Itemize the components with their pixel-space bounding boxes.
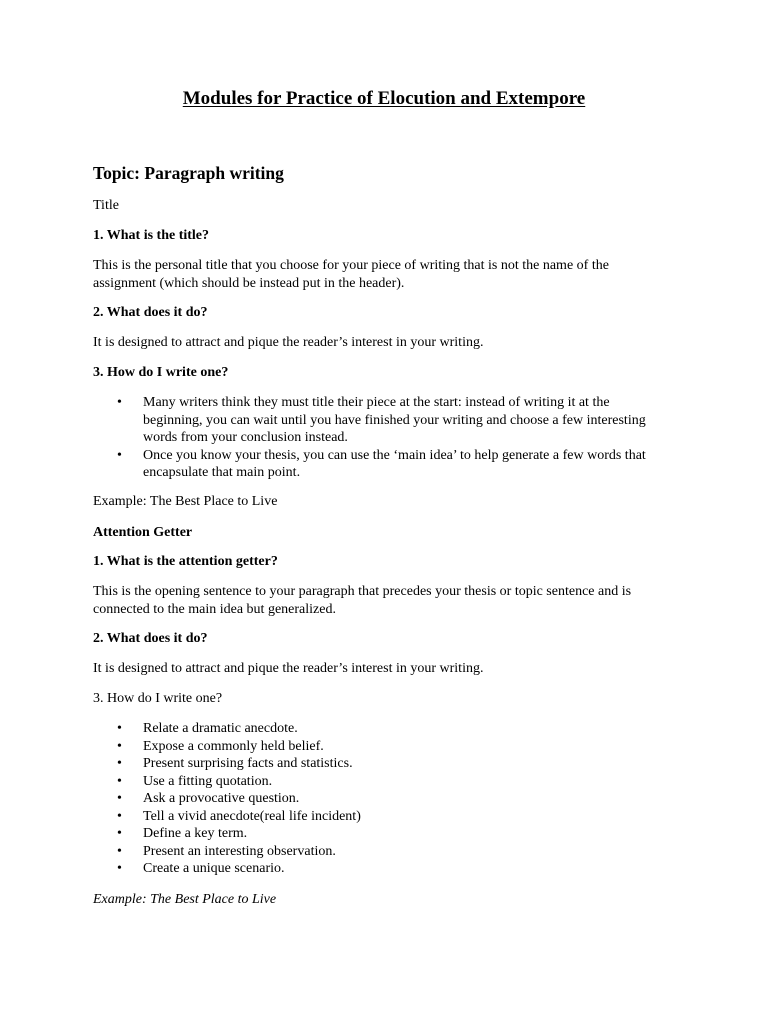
list-item [117, 447, 646, 482]
list-item [117, 825, 361, 843]
list-item-text: Expose a commonly held belief. [143, 738, 324, 754]
list-item-text: Tell a vivid anecdote(real life incident) [143, 808, 361, 824]
question-what-does-it-do: 2. What does it do? [93, 305, 208, 320]
list-item-line: Many writers think they must title their piece at the start: instead of writing it at the [143, 395, 610, 410]
section-heading-attention-getter: Attention Getter [93, 525, 193, 540]
question-what-is-title: 1. What is the title? [93, 228, 210, 243]
bullet-icon: • [117, 861, 122, 876]
list-item [117, 738, 361, 756]
list-item [117, 773, 361, 791]
title-tips-list [117, 394, 646, 482]
bullet-icon: • [117, 773, 122, 789]
list-item-text: Ask a provocative question. [143, 791, 300, 806]
answer-what-does-it-do: It is designed to attract and pique the reader’s interest in your writing. [93, 335, 484, 350]
answer-title-line-1: This is the personal title that you choose for your piece of writing that is not the name of the [93, 258, 609, 273]
section-label-title: Title [93, 198, 119, 213]
bullet-icon: • [117, 808, 122, 824]
question-what-does-it-do-2: 2. What does it do? [93, 631, 208, 646]
list-item [117, 843, 361, 861]
list-item [117, 790, 361, 808]
list-item-text: Create a unique scenario. [143, 861, 285, 876]
list-item-line: Once you know your thesis, you can use the ‘main idea’ to help generate a few words that [143, 447, 646, 463]
bullet-icon: • [117, 756, 122, 771]
bullet-icon: • [117, 843, 122, 859]
list-item-text: Present surprising facts and statistics. [143, 756, 353, 771]
list-item [117, 755, 361, 773]
list-item-text: Define a key term. [143, 826, 248, 841]
question-what-is-attention-getter: 1. What is the attention getter? [93, 554, 278, 569]
bullet-icon: • [117, 721, 122, 736]
example-title: Example: The Best Place to Live [93, 494, 278, 509]
answer-what-does-it-do-2: It is designed to attract and pique the reader’s interest in your writing. [93, 661, 484, 676]
bullet-icon: • [117, 791, 122, 806]
list-item [117, 720, 361, 738]
question-how-write: 3. How do I write one? [93, 365, 229, 380]
bullet-icon: • [117, 395, 122, 410]
list-item [117, 394, 646, 447]
document-title: Modules for Practice of Elocution and Extempore [182, 88, 586, 109]
answer-title-line-2: assignment (which should be instead put in the header). [93, 276, 405, 291]
answer-attention-line-2: connected to the main idea but generalized. [93, 602, 336, 617]
example-attention-getter: Example: The Best Place to Live [93, 892, 277, 907]
list-item [117, 860, 361, 878]
list-item-line: words from your conclusion instead. [143, 430, 348, 445]
attention-tips-list [117, 720, 361, 878]
bullet-icon: • [117, 447, 122, 463]
question-how-write-2: 3. How do I write one? [93, 691, 223, 706]
list-item-line: encapsulate that main point. [143, 465, 301, 480]
list-item [117, 808, 361, 826]
list-item-text: Relate a dramatic anecdote. [143, 721, 298, 736]
list-item-text: Present an interesting observation. [143, 843, 336, 859]
bullet-icon: • [117, 826, 122, 841]
answer-attention-line-1: This is the opening sentence to your paragraph that precedes your thesis or topic sentence and is [93, 584, 632, 599]
list-item-line: beginning, you can wait until you have finished your writing and choose a few interesting [143, 412, 646, 428]
list-item-text: Use a fitting quotation. [143, 773, 273, 789]
topic-heading: Topic: Paragraph writing [93, 163, 284, 183]
bullet-icon: • [117, 738, 122, 754]
